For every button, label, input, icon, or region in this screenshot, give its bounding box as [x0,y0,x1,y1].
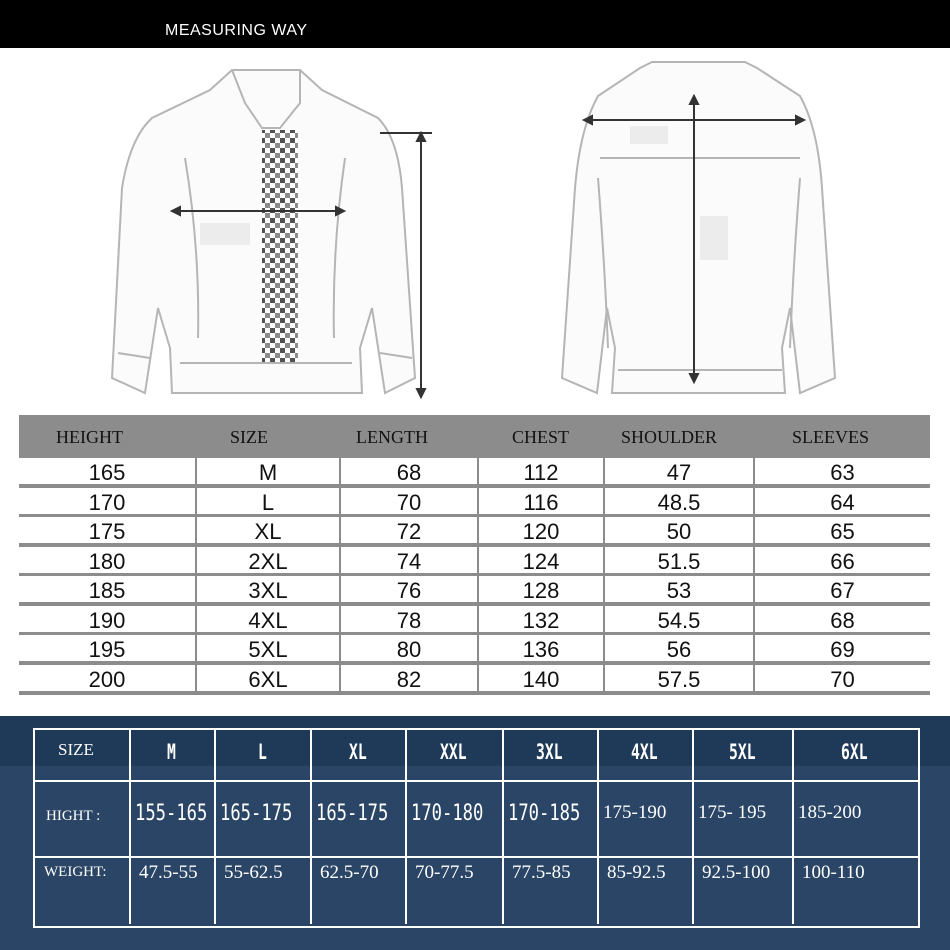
table-cell-value: 4XL [248,607,288,633]
table-cell-value: 124 [522,548,560,574]
table-cell-value: 140 [522,666,560,692]
size-chart-table [19,415,930,695]
table-cell [605,635,753,661]
table-cell-value: 2XL [248,548,288,574]
table-cell-value: 76 [396,578,422,603]
table-cell-value: 63 [830,460,855,485]
table-cell-value: 56 [666,637,692,662]
table-cell-value: 70 [830,666,855,692]
height-range-cell: 165-175 [316,801,389,826]
table-cell-value: 128 [522,578,560,603]
height-range-cell: 155-165 [135,801,208,826]
size-header-cell: 6XL [840,740,868,764]
table-cell [197,458,339,484]
weight-chart [0,716,950,950]
table-cell-value: 57.5 [657,666,701,692]
header-sleeves: SLEEVES [792,427,870,447]
table-cell [19,547,195,573]
table-cell [197,665,339,691]
table-cell [341,665,477,691]
table-cell [341,458,477,484]
table-cell-value: 68 [396,460,422,485]
table-row [19,517,930,544]
table-cell [605,547,753,573]
table-cell-value: 195 [88,637,126,662]
weight-range-cell: 77.5-85 [512,862,571,883]
weight-range-cell: 47.5-55 [139,862,198,883]
table-cell-value: 48.5 [657,489,701,515]
table-cell [341,547,477,573]
weight-range-cell: 70-77.5 [415,862,474,883]
table-cell-value: 116 [523,489,559,515]
table-cell [479,547,603,573]
size-header-cell: XL [348,740,367,764]
table-cell [341,635,477,661]
table-cell [19,606,195,632]
weight-chart-height-label: HIGHT : [46,808,101,824]
table-cell-value: XL [254,519,282,544]
table-cell-value: 78 [396,607,422,633]
table-cell [341,576,477,602]
table-cell-value: 200 [88,666,126,692]
size-header-cell: 3XL [536,740,563,764]
table-cell [19,517,195,543]
header-chest: CHEST [512,427,570,447]
height-range-cell: 170-180 [411,801,484,826]
table-cell-value: 165 [88,460,126,485]
size-header-cell: XXL [440,740,467,764]
weight-range-cell: 100-110 [802,862,865,883]
table-cell [755,547,930,573]
table-cell-value: 5XL [248,637,288,662]
header-height: HEIGHT [56,427,123,447]
table-cell [341,488,477,514]
size-header-cell: 4XL [631,740,658,764]
table-cell-value: 74 [396,548,422,574]
table-cell-value: 54.5 [657,607,701,633]
table-row [19,576,930,603]
height-range-cell: 185-200 [798,802,862,823]
table-cell-value: 132 [522,607,560,633]
measurement-illustration [0,48,950,410]
size-header-cell: M [167,740,176,764]
header-shoulder: SHOULDER [621,427,718,447]
table-cell-value: 50 [666,519,692,544]
table-cell [755,635,930,661]
table-cell-value: 120 [522,519,560,544]
size-header-cell: 5XL [728,740,756,764]
table-cell-value: 82 [396,666,422,692]
table-cell [605,606,753,632]
table-cell-value: 175 [88,519,126,544]
table-cell-value: 3XL [248,578,288,603]
table-cell [605,517,753,543]
header-length: LENGTH [356,427,428,447]
table-cell [197,517,339,543]
table-cell [19,488,195,514]
table-cell [197,576,339,602]
weight-chart-size-label: SIZE [58,740,94,759]
table-cell [197,635,339,661]
table-cell-value: 136 [522,637,560,662]
table-cell [755,576,930,602]
table-cell-value: 66 [830,548,855,574]
table-cell [19,576,195,602]
height-range-cell: 175- 195 [698,802,767,823]
table-row [19,488,930,515]
table-cell [479,488,603,514]
weight-range-cell: 85-92.5 [607,862,666,883]
height-range-cell: 175-190 [603,802,667,823]
table-cell-value: 6XL [248,666,288,692]
table-cell [479,458,603,484]
plaid-lining [262,130,298,362]
table-cell-value: 51.5 [657,548,701,574]
table-cell [479,635,603,661]
table-cell [479,576,603,602]
table-cell-value: 65 [830,519,855,544]
weight-range-cell: 62.5-70 [320,862,379,883]
table-row [19,635,930,662]
table-cell-value: 170 [88,489,126,515]
table-cell [755,458,930,484]
table-cell [605,488,753,514]
height-range-cell: 170-185 [508,801,581,826]
jacket-diagram [0,48,950,410]
table-cell-value: 185 [88,578,126,603]
table-row [19,606,930,633]
table-cell [19,458,195,484]
page-title: MEASURING WAY [165,22,308,39]
table-cell [479,606,603,632]
table-cell [479,665,603,691]
table-row [19,547,930,574]
table-cell-value: 47 [666,460,692,485]
table-cell-value: 67 [830,578,855,603]
table-row [19,665,930,692]
table-cell-value: 72 [396,519,422,544]
table-cell [341,517,477,543]
table-cell-value: 80 [396,637,422,662]
table-cell-value: 53 [666,578,692,603]
table-cell-value: 69 [830,637,855,662]
back-jacket [562,62,835,393]
table-cell [755,606,930,632]
table-cell [605,458,753,484]
table-cell-value: 64 [830,489,855,515]
table-cell [755,517,930,543]
table-cell [479,517,603,543]
weight-range-cell: 92.5-100 [702,862,771,883]
table-cell [755,488,930,514]
height-range-cell: 165-175 [220,801,293,826]
table-cell-value: M [258,460,278,485]
table-row [19,458,930,485]
table-cell [197,547,339,573]
table-cell-value: 70 [396,489,422,515]
table-cell [605,665,753,691]
table-cell-value: L [261,489,275,515]
title-bar [0,0,950,48]
table-cell [197,488,339,514]
table-cell [605,576,753,602]
table-cell [341,606,477,632]
table-cell [755,665,930,691]
weight-range-cell: 55-62.5 [224,862,283,883]
table-cell-value: 190 [88,607,126,633]
table-cell-value: 68 [830,607,855,633]
size-chart-header [19,415,930,457]
table-cell-value: 180 [88,548,126,574]
weight-chart-weight-label: WEIGHT: [44,864,107,880]
table-cell-value: 112 [523,460,559,485]
table-cell [19,665,195,691]
table-cell [19,635,195,661]
table-cell [197,606,339,632]
size-header-cell: L [257,740,267,764]
header-size: SIZE [230,427,268,447]
